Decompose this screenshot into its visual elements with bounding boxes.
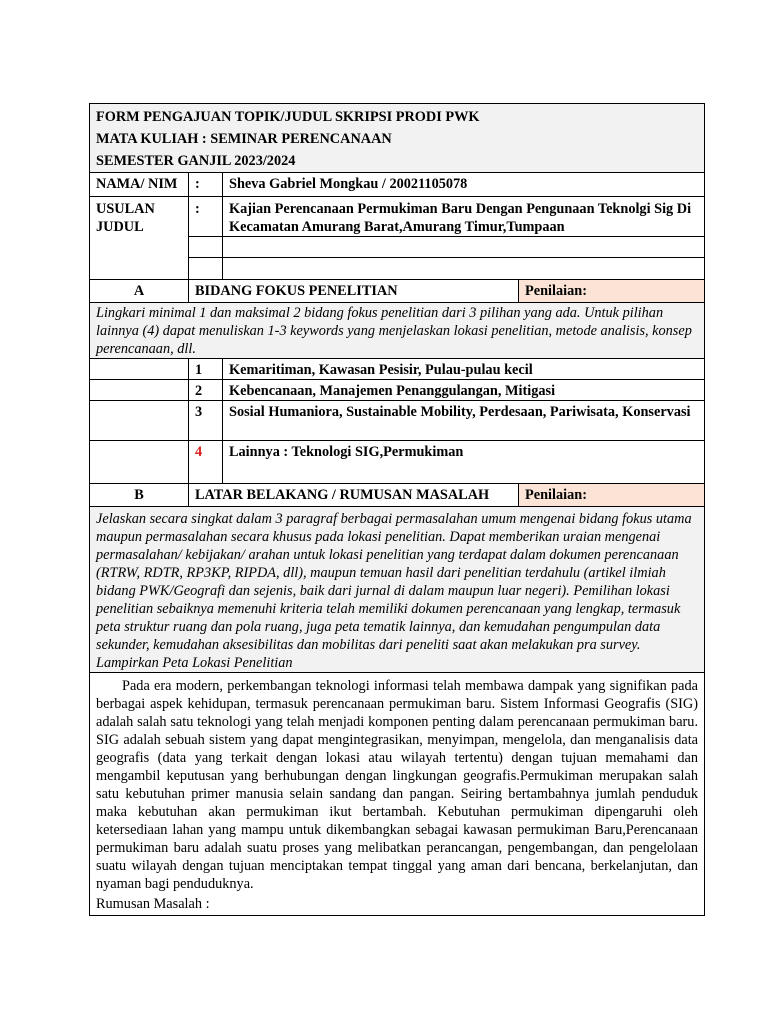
- option-blank: [90, 441, 189, 484]
- section-a-title: BIDANG FOKUS PENELITIAN: [189, 280, 519, 303]
- submission-form: [89, 103, 705, 916]
- option-text[interactable]: Lainnya : Teknologi SIG,Permukiman: [223, 441, 705, 484]
- form-header: [90, 104, 705, 173]
- blank-cell: [189, 237, 223, 258]
- section-b-title: LATAR BELAKANG / RUMUSAN MASALAH: [189, 484, 519, 507]
- background-paragraph: Pada era modern, perkembangan teknologi informasi telah membawa dampak yang signifikan pada berbagai aspek kehidupan, termasuk perencanaan permukiman baru. Sistem Informasi Geografis (SIG) adalah salah satu teknologi yang telah menjadi komponen penting dalam perencanaan permukiman baru. SIG adalah sebuah sistem yang dapat mengintegrasikan, menyimpan, mengelola, dan menganalisis data geografis (data yang terkait dengan lokasi atau wilayah tertentu) dengan tujuan memahami dan mengambil keputusan yang berhubungan dengan lingkungan geografis.Permukiman merupakan salah satu kebutuhan primer manusia selain sandang dan pangan. Seiring bertambahnya jumlah penduduk maka kebutuhan akan permukiman ikut bertambah. Kebutuhan permukiman dipengaruhi oleh ketersediaan lahan yang mampu untuk dikembangkan sebagai kawasan permukiman Baru,Perencanaan permukiman baru adalah suatu proses yang melibatkan perancangan, pengembangan, dan pengelolaan suatu wilayah dengan tujuan menciptakan tempat tinggal yang aman dari bencana, berkelanjutan, dan nyaman bagi penduduknya.: [96, 678, 699, 892]
- title-label: USULAN JUDUL: [90, 197, 189, 280]
- section-b-body-cell[interactable]: [90, 673, 705, 916]
- option-number: 2: [189, 380, 223, 401]
- section-b-letter: B: [90, 484, 189, 507]
- option-number: 3: [189, 401, 223, 441]
- section-b-score[interactable]: Penilaian:: [519, 484, 705, 507]
- blank-cell[interactable]: [223, 237, 705, 258]
- name-label: NAMA/ NIM: [90, 173, 189, 197]
- focus-option-1[interactable]: [90, 359, 705, 380]
- name-colon: :: [189, 173, 223, 197]
- section-a-instructions-row: [90, 303, 705, 359]
- course-name: MATA KULIAH : SEMINAR PERENCANAAN: [96, 131, 392, 147]
- rumusan-masalah-label: Rumusan Masalah :: [96, 896, 210, 912]
- option-blank: [90, 380, 189, 401]
- section-b-instructions: Jelaskan secara singkat dalam 3 paragraf berbagai permasalahan umum mengenai bidang fokus utama maupun permasalahan secara khusus pada lokasi penelitian. Dapat memberikan uraian mengenai permasalahan/ kebijakan/ arahan untuk lokasi penelitian yang terdapat dalam dokumen perencanaan (RTRW, RDTR, RP3KP, RIPDA, dll), maupun temuan hasil dari penelitian terdahulu (artikel ilmiah bidang PWK/Geografi dan sejenis, baik dari jurnal di dalam maupun luar negeri). Pemilihan lokasi penelitian sebaiknya memenuhi kriteria telah memiliki dokumen perencanaan yang lengkap, termasuk peta struktur ruang dan pola ruang, juga peta tematik lainnya, dan kemudahan pengumpulan data sekunder, kemudahan aksesibilitas dan mobilitas dari peneliti saat akan melakukan pra survey. Lampirkan Peta Lokasi Penelitian: [90, 507, 705, 673]
- name-row: [90, 173, 705, 197]
- form-title: FORM PENGAJUAN TOPIK/JUDUL SKRIPSI PRODI PWK: [96, 109, 480, 125]
- section-b-header: [90, 484, 705, 507]
- focus-option-4[interactable]: [90, 441, 705, 484]
- option-text: Kebencanaan, Manajemen Penanggulangan, Mitigasi: [223, 380, 705, 401]
- form-header-row: [90, 104, 705, 173]
- option-blank: [90, 359, 189, 380]
- semester: SEMESTER GANJIL 2023/2024: [96, 153, 296, 169]
- option-number-selected: 4: [189, 441, 223, 484]
- title-colon: :: [189, 197, 223, 237]
- section-b-body-row: [90, 673, 705, 916]
- blank-cell: [189, 258, 223, 280]
- title-row: [90, 197, 705, 237]
- name-value[interactable]: Sheva Gabriel Mongkau / 20021105078: [223, 173, 705, 197]
- title-value[interactable]: Kajian Perencanaan Permukiman Baru Dengan Pengunaan Teknolgi Sig Di Kecamatan Amurang Barat,Amurang Timur,Tumpaan: [223, 197, 705, 237]
- option-text: Sosial Humaniora, Sustainable Mobility, Perdesaan, Pariwisata, Konservasi: [223, 401, 705, 441]
- section-a-instructions: Lingkari minimal 1 dan maksimal 2 bidang fokus penelitian dari 3 pilihan yang ada. Untuk pilihan lainnya (4) dapat menuliskan 1-3 keywords yang menjelaskan lokasi penelitian, metode analisis, konsep perencanaan, dll.: [90, 303, 705, 359]
- section-a-score[interactable]: Penilaian:: [519, 280, 705, 303]
- focus-option-2[interactable]: [90, 380, 705, 401]
- section-a-letter: A: [90, 280, 189, 303]
- option-blank: [90, 401, 189, 441]
- focus-option-3[interactable]: [90, 401, 705, 441]
- section-a-header: [90, 280, 705, 303]
- section-b-instructions-row: [90, 507, 705, 673]
- option-number: 1: [189, 359, 223, 380]
- option-text: Kemaritiman, Kawasan Pesisir, Pulau-pulau kecil: [223, 359, 705, 380]
- blank-cell[interactable]: [223, 258, 705, 280]
